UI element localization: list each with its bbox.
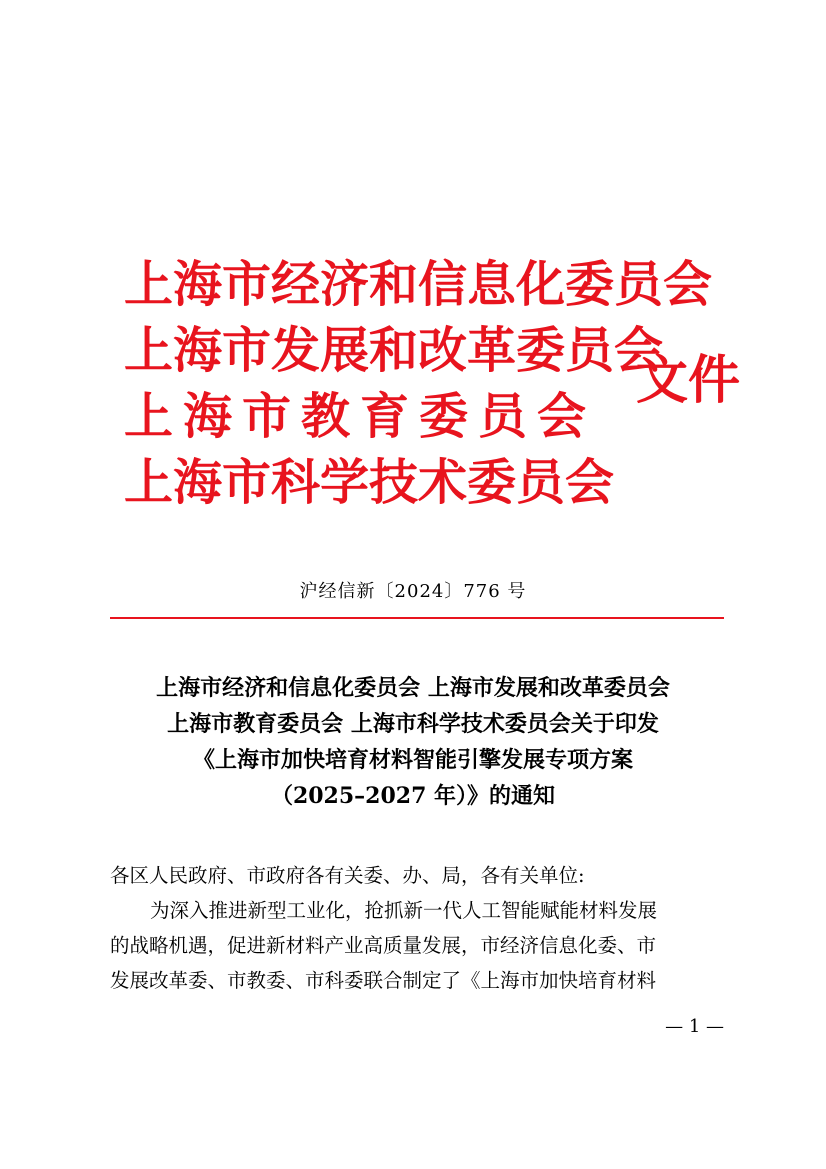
agency-name: 上海市经济和信息化委员会 [124,255,713,313]
red-divider-line [110,617,724,619]
agency-name: 上海市科学技术委员会 [124,453,615,511]
document-type-label: 文件 [636,350,741,411]
issuing-agencies-header [124,244,741,524]
paragraph-line: 发展改革委、市教委、市科委联合制定了《上海市加快培育材料 [110,969,657,992]
agency-name: 上海市发展和改革委员会 [124,321,664,379]
page-number: — 1 — [665,1016,724,1037]
title-line: 上海市经济和信息化委员会 上海市发展和改革委员会 [156,675,670,701]
document-title [100,670,726,814]
agency-name: 上海市教育委员会 [124,387,597,445]
paragraph-line: 为深入推进新型工业化，抢抓新一代人工智能赋能材料发展 [150,899,658,922]
salutation: 各区人民政府、市政府各有关委、办、局，各有关单位: [110,864,585,887]
title-line: 上海市教育委员会 上海市科学技术委员会关于印发 [167,711,659,737]
title-line: 《上海市加快培育材料智能引擎发展专项方案 [192,747,633,773]
title-line: （2025–2027 年）》的通知 [270,783,556,809]
paragraph-line: 的战略机遇，促进新材料产业高质量发展，市经济信息化委、市 [110,934,657,957]
document-body [110,858,724,998]
document-number: 沪经信新〔2024〕776 号 [299,581,527,602]
